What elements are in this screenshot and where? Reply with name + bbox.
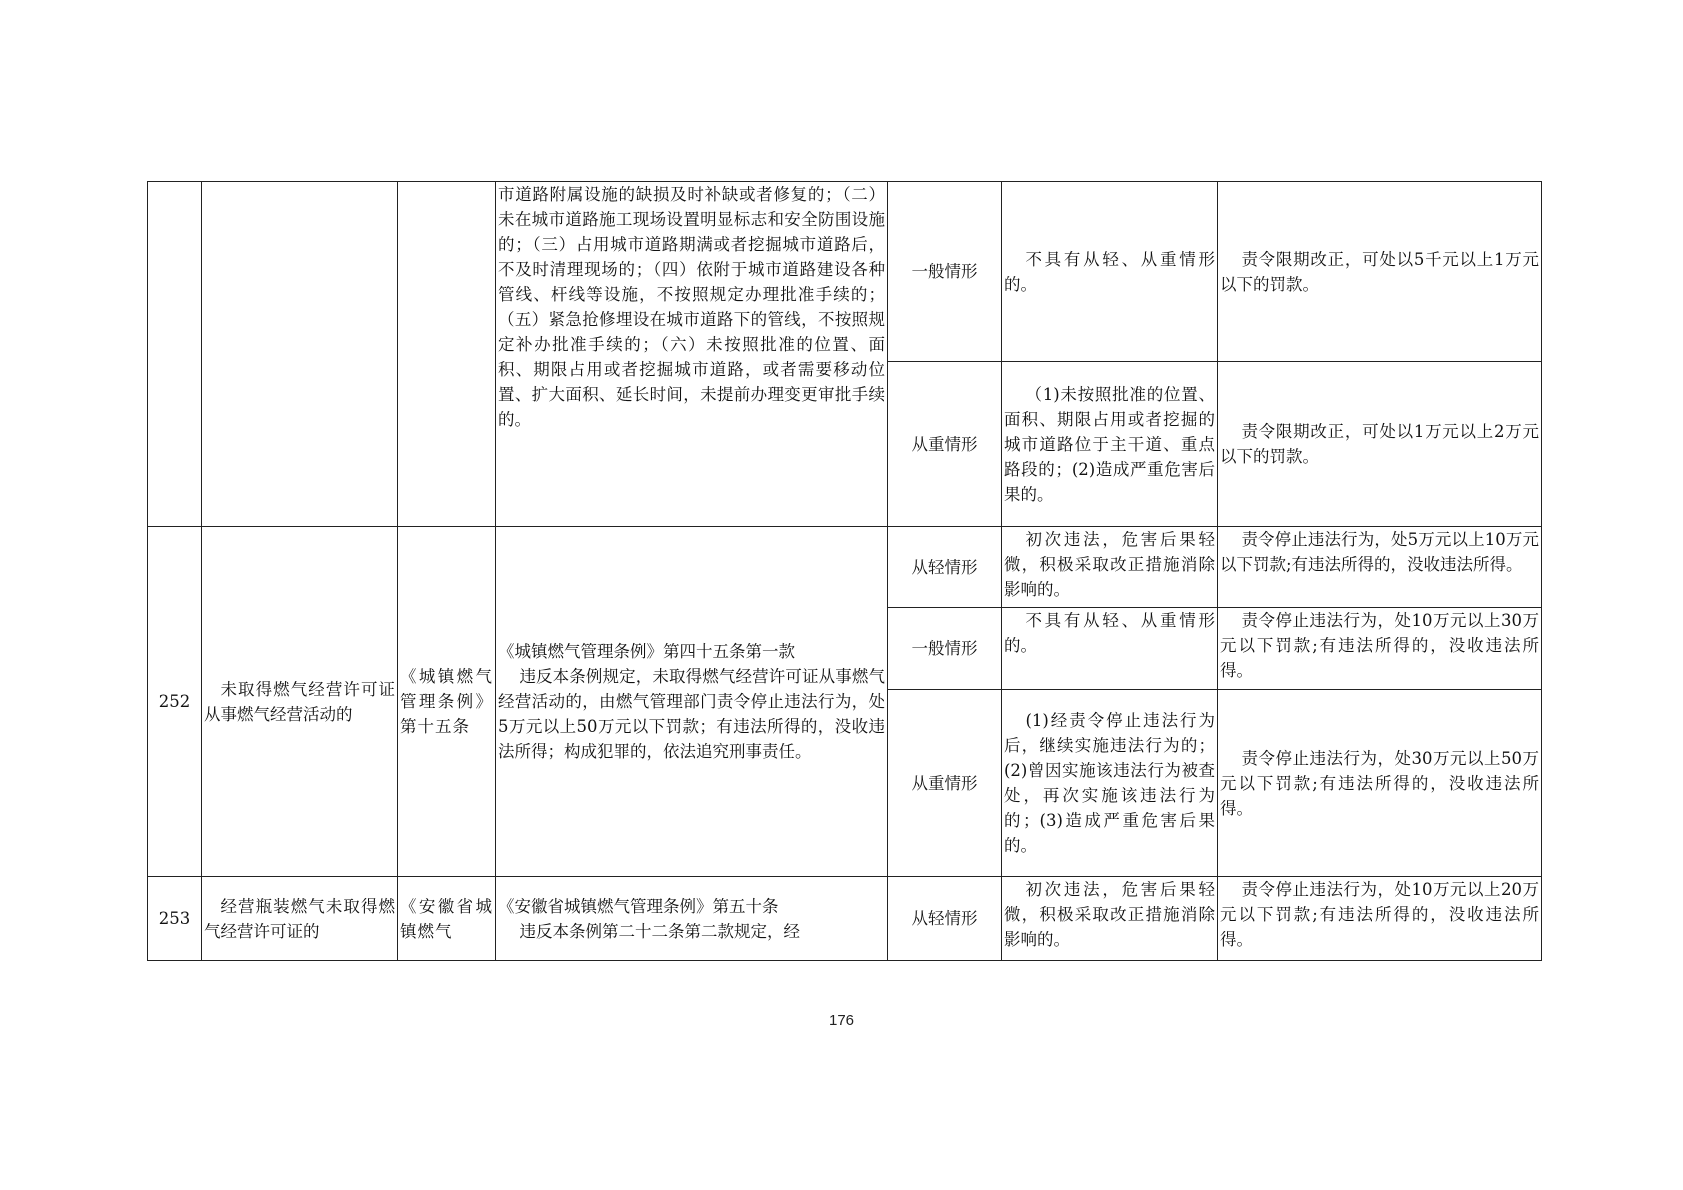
provision-title: 《安徽省城镇燃气管理条例》第五十条 — [498, 896, 779, 916]
provision-text: 市道路附属设施的缺损及时补缺或者修复的；（二）未在城市道路施工现场设置明显标志和安全防围设施的；（三）占用城市道路期满或者挖掘城市道路后，不及时清理现场的；（四）依附于城市道路建设各种管线、杆线等设施，不按照规定办理批准手续的；（五）紧急抢修埋设在城市道路下的管线，不按照规定补办批准手续的；（六）未按照批准的位置、面积、期限占用或者挖掘城市道路，或者需要移动位置、扩大面积、延长时间，未提前办理变更审批手续的。 — [498, 185, 885, 429]
table-row — [148, 877, 1542, 961]
provision-title: 《城镇燃气管理条例》第四十五条第一款 — [498, 642, 795, 661]
provision-text-cell — [496, 182, 888, 527]
level-cell: 一般情形 — [888, 608, 1002, 690]
violation-name-cell: 经营瓶装燃气未取得燃气经营许可证的 — [202, 877, 398, 961]
item-number-cell: 253 — [148, 877, 202, 961]
penalty-standard-cell — [1218, 182, 1542, 362]
violation-name-cell — [202, 182, 398, 527]
table-row — [148, 527, 1542, 608]
level-cell: 从重情形 — [888, 690, 1002, 877]
level-cell: 一般情形 — [888, 182, 1002, 362]
circumstance-cell — [1002, 182, 1218, 362]
penalty-discretion-table — [147, 181, 1542, 961]
penalty-standard-text: 责令限期改正，可处以5千元以上1万元以下的罚款。 — [1220, 249, 1539, 294]
penalty-standard-text: 责令停止违法行为，处10万元以上30万元以下罚款;有违法所得的，没收违法所得。 — [1220, 611, 1539, 680]
provision-text-cell — [496, 877, 888, 961]
penalty-standard-cell — [1218, 608, 1542, 690]
circumstance-cell — [1002, 877, 1218, 961]
provision-text: 违反本条例规定，未取得燃气经营许可证从事燃气经营活动的，由燃气管理部门责令停止违法行为，处5万元以上50万元以下罚款；有违法所得的，没收违法所得；构成犯罪的，依法追究刑事责任。 — [498, 667, 885, 761]
circumstance-text: 初次违法，危害后果轻微，积极采取改正措施消除影响的。 — [1004, 880, 1215, 949]
level-cell: 从重情形 — [888, 362, 1002, 527]
penalty-standard-text: 责令停止违法行为，处30万元以上50万元以下罚款;有违法所得的，没收违法所得。 — [1220, 748, 1539, 818]
penalty-standard-text: 责令限期改正，可处以1万元以上2万元以下的罚款。 — [1220, 422, 1539, 466]
circumstance-text: 初次违法，危害后果轻微，积极采取改正措施消除影响的。 — [1004, 530, 1215, 599]
item-number-cell — [148, 182, 202, 527]
item-number-cell: 252 — [148, 527, 202, 877]
penalty-standard-text: 责令停止违法行为，处10万元以上20万元以下罚款;有违法所得的，没收违法所得。 — [1220, 880, 1539, 949]
circumstance-cell — [1002, 608, 1218, 690]
circumstance-text: （1)未按照批准的位置、面积、期限占用或者挖掘的城市道路位于主干道、重点路段的；(2)造成严重危害后果的。 — [1004, 384, 1215, 504]
penalty-standard-cell — [1218, 877, 1542, 961]
table-row — [148, 182, 1542, 362]
circumstance-text: 不具有从轻、从重情形的。 — [1004, 249, 1215, 294]
circumstance-text: (1)经责令停止违法行为后，继续实施违法行为的；(2)曾因实施该违法行为被查处，再次实施该违法行为的；(3)造成严重危害后果的。 — [1004, 711, 1215, 855]
circumstance-cell — [1002, 690, 1218, 877]
penalty-standard-cell — [1218, 362, 1542, 527]
penalty-standard-cell — [1218, 690, 1542, 877]
circumstance-cell — [1002, 362, 1218, 527]
violation-name-cell: 未取得燃气经营许可证从事燃气经营活动的 — [202, 527, 398, 877]
provision-text-cell — [496, 527, 888, 877]
penalty-standard-cell — [1218, 527, 1542, 608]
legal-basis-cell: 《城镇燃气管理条例》第十五条 — [398, 527, 496, 877]
penalty-standard-text: 责令停止违法行为，处5万元以上10万元以下罚款;有违法所得的，没收违法所得。 — [1220, 530, 1539, 574]
circumstance-cell — [1002, 527, 1218, 608]
provision-text: 违反本条例第二十二条第二款规定，经 — [519, 921, 800, 941]
circumstance-text: 不具有从轻、从重情形的。 — [1004, 611, 1215, 655]
legal-basis-cell: 《安徽省城镇燃气 — [398, 877, 496, 961]
page-number: 176 — [828, 1012, 855, 1029]
legal-basis-cell — [398, 182, 496, 527]
level-cell: 从轻情形 — [888, 877, 1002, 961]
level-cell: 从轻情形 — [888, 527, 1002, 608]
